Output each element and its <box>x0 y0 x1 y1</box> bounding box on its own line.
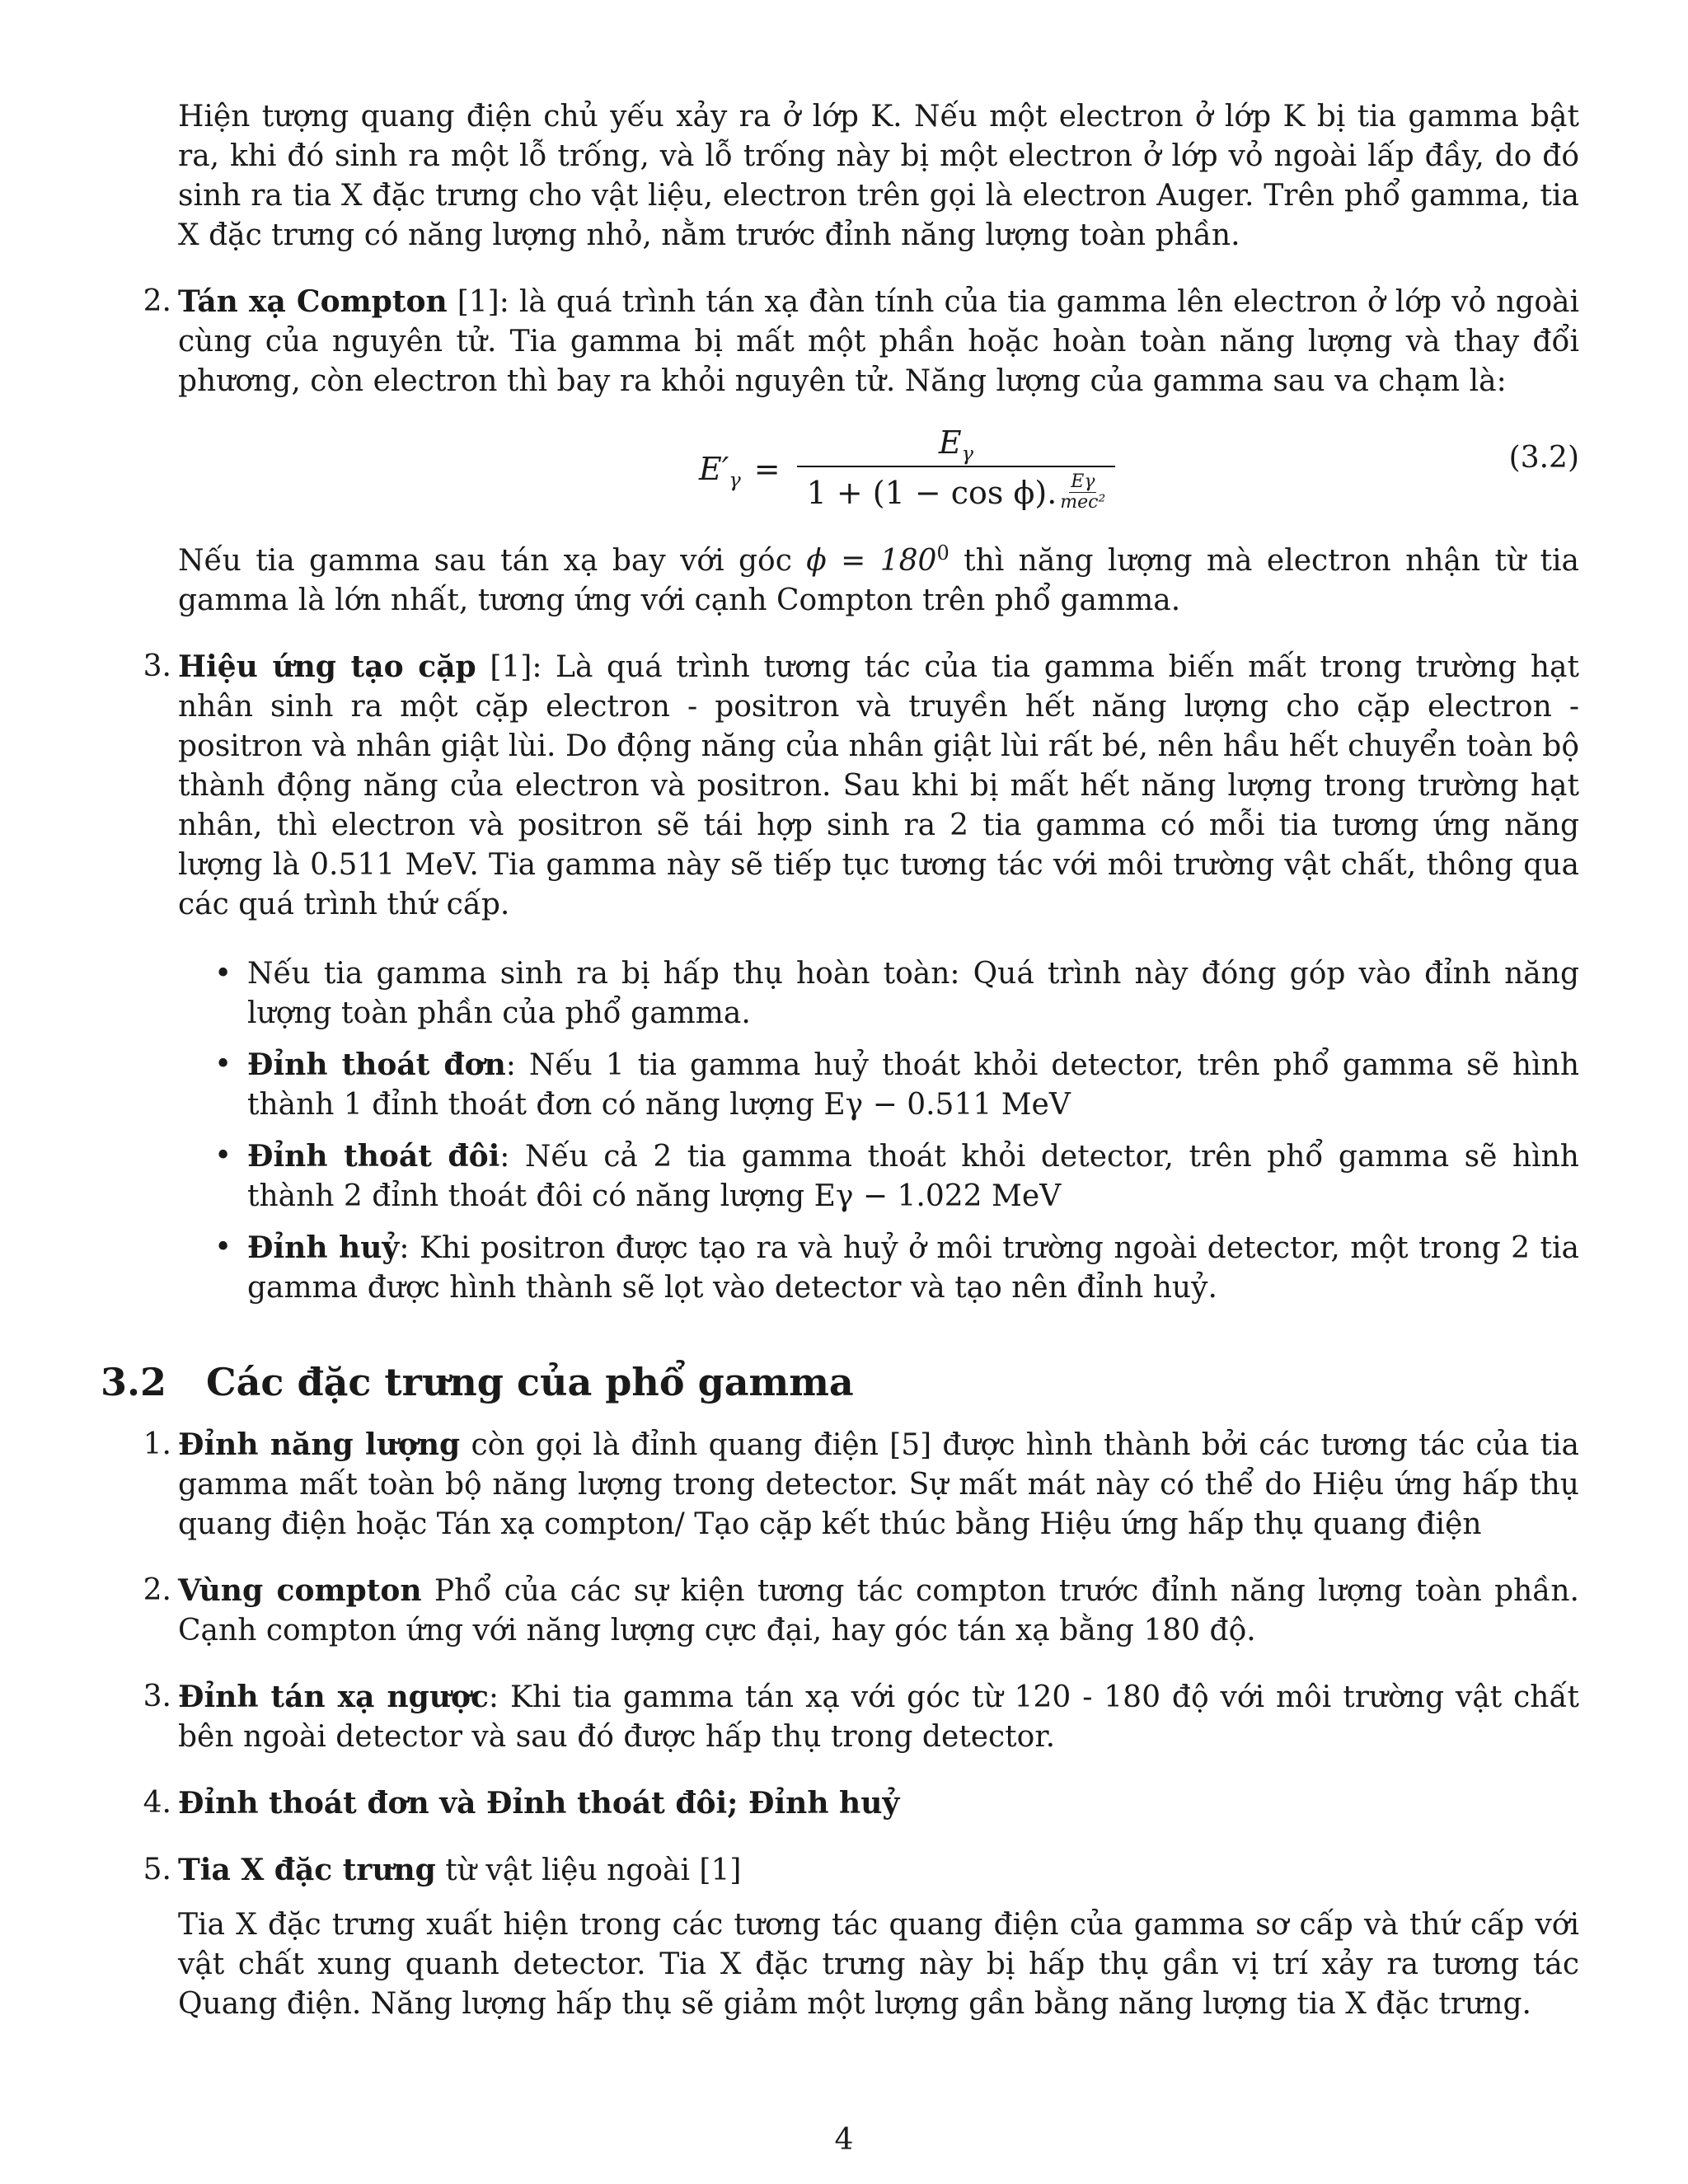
equation-3-2 <box>178 418 1579 541</box>
section-title: Các đặc trưng của phổ gamma <box>206 1360 854 1404</box>
bullet-text: : Nếu 1 tia gamma huỷ thoát khỏi detector, trên phổ gamma sẽ hình thành 1 đỉnh thoát đơn có năng lượng Eγ − 0.511 MeV <box>247 1048 1579 1122</box>
bullet-text: Nếu tia gamma sinh ra bị hấp thụ hoàn toàn: Quá trình này đóng góp vào đỉnh năng lượng toàn phần của phổ gamma. <box>247 957 1579 1030</box>
compton-note <box>178 541 1579 621</box>
eq-small-den: mec² <box>1060 492 1106 513</box>
bullet-term: Đỉnh thoát đôi <box>247 1139 500 1174</box>
list-item-pair-production <box>143 647 1579 1308</box>
list-text: còn gọi là đỉnh quang điện [5] được hình thành bởi các tương tác của tia gamma mất toàn bộ năng lượng trong detector. Sự mất mát này có thể do Hiệu ứng hấp thụ quang điện hoặc Tán xạ compton/ Tạo cặp kết thúc bằng Hiệu ứng hấp thụ quang điện <box>178 1428 1579 1541</box>
section-number: 3.2 <box>101 1360 167 1404</box>
bullet-item <box>214 1137 1579 1216</box>
eq-num: E <box>938 424 962 461</box>
interaction-list <box>143 282 1579 1308</box>
term-compton: Tán xạ Compton <box>178 284 448 319</box>
list-text: : Khi tia gamma tán xạ với góc từ 120 - 180 độ với môi trường vật chất bên ngoài detector và sau đó được hấp thụ trong detector. <box>178 1680 1580 1754</box>
term-pair-production: Hiệu ứng tạo cặp <box>178 649 476 684</box>
equation-number: (3.2) <box>1508 441 1579 475</box>
section-heading <box>101 1357 1579 1407</box>
secondary-process-list <box>214 954 1579 1308</box>
eq-lhs: E′ <box>699 450 729 487</box>
list-item <box>143 1850 1579 2024</box>
bullet-icon: • <box>214 1139 232 1173</box>
compton-note-angle: ϕ = 180 <box>806 544 937 578</box>
bullet-item <box>214 1045 1579 1125</box>
bullet-text: : Khi positron được tạo ra và huỷ ở môi trường ngoài detector, một trong 2 tia gamma được hình thành sẽ lọt vào detector và tạo nên đỉnh huỷ. <box>247 1231 1579 1305</box>
eq-small-fraction <box>1060 472 1105 513</box>
compton-text: [1]: là quá trình tán xạ đàn tính của tia gamma lên electron ở lớp vỏ ngoài cùng của nguyên tử. Tia gamma bị mất một phần hoặc hoàn toàn năng lượng và thay đổi phương, còn electron thì bay ra khỏi nguyên tử. Năng lượng của gamma sau va chạm là: <box>178 285 1579 398</box>
spectrum-features-list <box>143 1425 1580 2024</box>
list-term: Đỉnh năng lượng <box>178 1427 461 1462</box>
list-term: Đỉnh thoát đơn và Đỉnh thoát đôi; Đỉnh huỷ <box>178 1786 900 1821</box>
list-number: 5. <box>143 1853 171 1886</box>
bullet-icon: • <box>214 1230 232 1264</box>
list-number: 2. <box>143 284 171 318</box>
list-number: 1. <box>143 1427 171 1461</box>
list-item <box>143 1783 1579 1824</box>
list-item <box>143 1425 1579 1544</box>
list-number: 3. <box>143 1680 171 1713</box>
list-number: 3. <box>143 649 171 683</box>
bullet-item <box>214 1228 1579 1308</box>
page-number: 4 <box>834 2123 854 2157</box>
list-number: 4. <box>143 1786 171 1820</box>
list-term: Vùng compton <box>178 1573 422 1608</box>
pair-production-text: [1]: Là quá trình tương tác của tia gamma biến mất trong trường hạt nhân sinh ra một cặp electron - positron và truyền hết năng lượng cho cặp electron - positron và nhân giật lùi. Do động năng của nhân giật lùi rất bé, nên hầu hết chuyển toàn bộ thành động năng của electron và positron. Sau khi bị mất hết năng lượng trong trường hạt nhân, thì electron và positron sẽ tái hợp sinh ra 2 tia gamma có mỗi tia tương ứng năng lượng là 0.511 MeV. Tia gamma này sẽ tiếp tục tương tác với môi trường vật chất, thông qua các quá trình thứ cấp. <box>178 650 1579 921</box>
compton-formula <box>699 424 1115 513</box>
page-content <box>101 97 1580 2024</box>
list-item <box>143 1677 1580 1757</box>
eq-fraction <box>797 424 1116 513</box>
bullet-item <box>214 954 1579 1033</box>
list-term: Đỉnh tán xạ ngược <box>178 1680 489 1714</box>
bullet-term: Đỉnh huỷ <box>247 1230 400 1265</box>
bullet-icon: • <box>214 1047 232 1081</box>
list-text: từ vật liệu ngoài [1] <box>435 1854 742 1887</box>
eq-num-sub: γ <box>961 442 973 466</box>
xray-paragraph: Tia X đặc trưng xuất hiện trong các tương tác quang điện của gamma sơ cấp và thứ cấp với vật chất xung quanh detector. Tia X đặc trưng này bị hấp thụ gần vị trí xảy ra tương tác Quang điện. Năng lượng hấp thụ sẽ giảm một lượng gần bằng năng lượng tia X đặc trưng. <box>178 1908 1579 2021</box>
eq-equals: = <box>753 450 781 487</box>
compton-note-pre: Nếu tia gamma sau tán xạ bay với góc <box>178 544 807 578</box>
bullet-icon: • <box>214 957 232 991</box>
compton-note-post: thì năng lượng mà electron nhận từ tia gamma là lớn nhất, tương ứng với cạnh Compton trên phổ gamma. <box>178 544 1579 617</box>
list-item-compton <box>143 282 1579 621</box>
intro-paragraph: Hiện tượng quang điện chủ yếu xảy ra ở lớp K. Nếu một electron ở lớp K bị tia gamma bật ra, khi đó sinh ra một lỗ trống, và lỗ trống này bị một electron ở lớp vỏ ngoài lấp đầy, do đó sinh ra tia X đặc trưng cho vật liệu, electron trên gọi là electron Auger. Trên phổ gamma, tia X đặc trưng có năng lượng nhỏ, nằm trước đỉnh năng lượng toàn phần. <box>178 100 1579 252</box>
eq-lhs-sub: γ <box>729 468 741 492</box>
eq-den-left: 1 + (1 − cos ϕ). <box>806 474 1057 511</box>
bullet-text: : Nếu cả 2 tia gamma thoát khỏi detector, trên phổ gamma sẽ hình thành 2 đỉnh thoát đôi có năng lượng Eγ − 1.022 MeV <box>247 1140 1579 1213</box>
list-number: 2. <box>143 1573 171 1607</box>
list-item <box>143 1571 1579 1651</box>
list-text: Phổ của các sự kiện tương tác compton trước đỉnh năng lượng toàn phần. Cạnh compton ứng với năng lượng cực đại, hay góc tán xạ bằng 180 độ. <box>178 1574 1579 1647</box>
compton-note-sup: 0 <box>936 541 950 565</box>
bullet-term: Đỉnh thoát đơn <box>247 1047 506 1082</box>
list-term: Tia X đặc trưng <box>178 1853 436 1887</box>
eq-small-num: Eγ <box>1071 471 1095 492</box>
